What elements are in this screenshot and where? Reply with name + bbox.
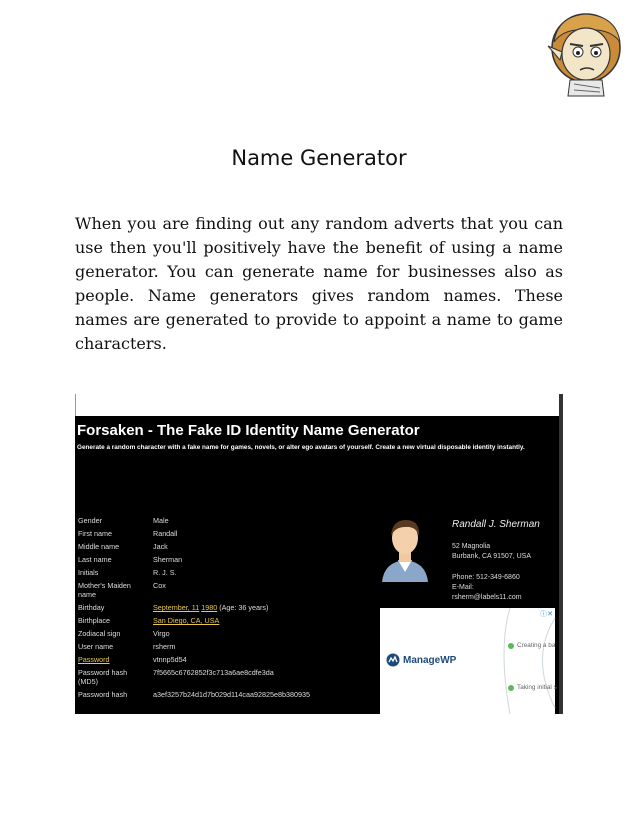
managewp-logo-icon [386,653,400,667]
password-link[interactable]: Password [78,655,110,664]
field-row: Birthday September, 11 1980 (Age: 36 years) [78,603,269,612]
check-icon [508,643,514,649]
card-address: 52 Magnolia Burbank, CA 91507, USA [452,543,531,560]
document-paragraph: When you are finding out any random adverts that you can use then you'll positively have the benefit of using a name generator. You can generate name for businesses also as people. Name generators gives random names. These names are generated to provide to appoint a name to game characters. [75,214,563,353]
identity-fields [78,516,310,703]
person-avatar-icon [380,516,430,582]
ad-step-2: Taking initial s [508,684,557,691]
generator-subheading: Generate a random character with a fake name for games, novels, or alter ego avatars of yourself. Create a new virtual disposable identity instantly. [77,444,525,451]
card-full-name: Randall J. Sherman [452,519,540,530]
field-row: Birthplace San Diego, CA, USA [78,616,310,629]
check-icon [508,685,514,691]
birthplace-link[interactable]: San Diego, CA, USA [153,616,220,625]
managewp-logo: ManageWP [386,653,456,667]
field-row: Password hash (MD5) 7f5665c6762852f3c713a6ae8cdfe3da [78,668,274,686]
field-row: Last name Sherman [78,555,183,564]
field-row: Mother's Maiden name Cox [78,581,166,599]
field-row: Middle name Jack [78,542,168,551]
field-row: Password hash a3ef3257b24d1d7b029d114caa92825e8b380935 [78,690,310,699]
card-contact: Phone: 512-349-6860 E-Mail: rsherm@labels11.com [452,574,522,601]
generator-heading: Forsaken - The Fake ID Identity Name Generator [77,422,420,439]
ad-step-1: Creating a ba [508,642,555,649]
field-row: Password vtnnp5d54 [78,655,310,668]
field-row: User name rsherm [78,642,176,651]
birth-year-link[interactable]: 1980 [201,603,218,612]
field-row: Zodiacal sign Virgo [78,629,170,638]
field-row: First name Randall [78,529,178,538]
caricature-face-icon [540,8,632,98]
field-row: Initials R. J. S. [78,568,177,577]
ad-close-icon[interactable]: ⓘ✕ [540,611,553,618]
document-title: Name Generator [231,146,407,170]
advertisement[interactable] [380,608,555,714]
birthday-link[interactable]: September, 11 [153,603,200,612]
field-row: Gender Male [78,516,169,525]
embedded-screenshot [75,394,563,714]
